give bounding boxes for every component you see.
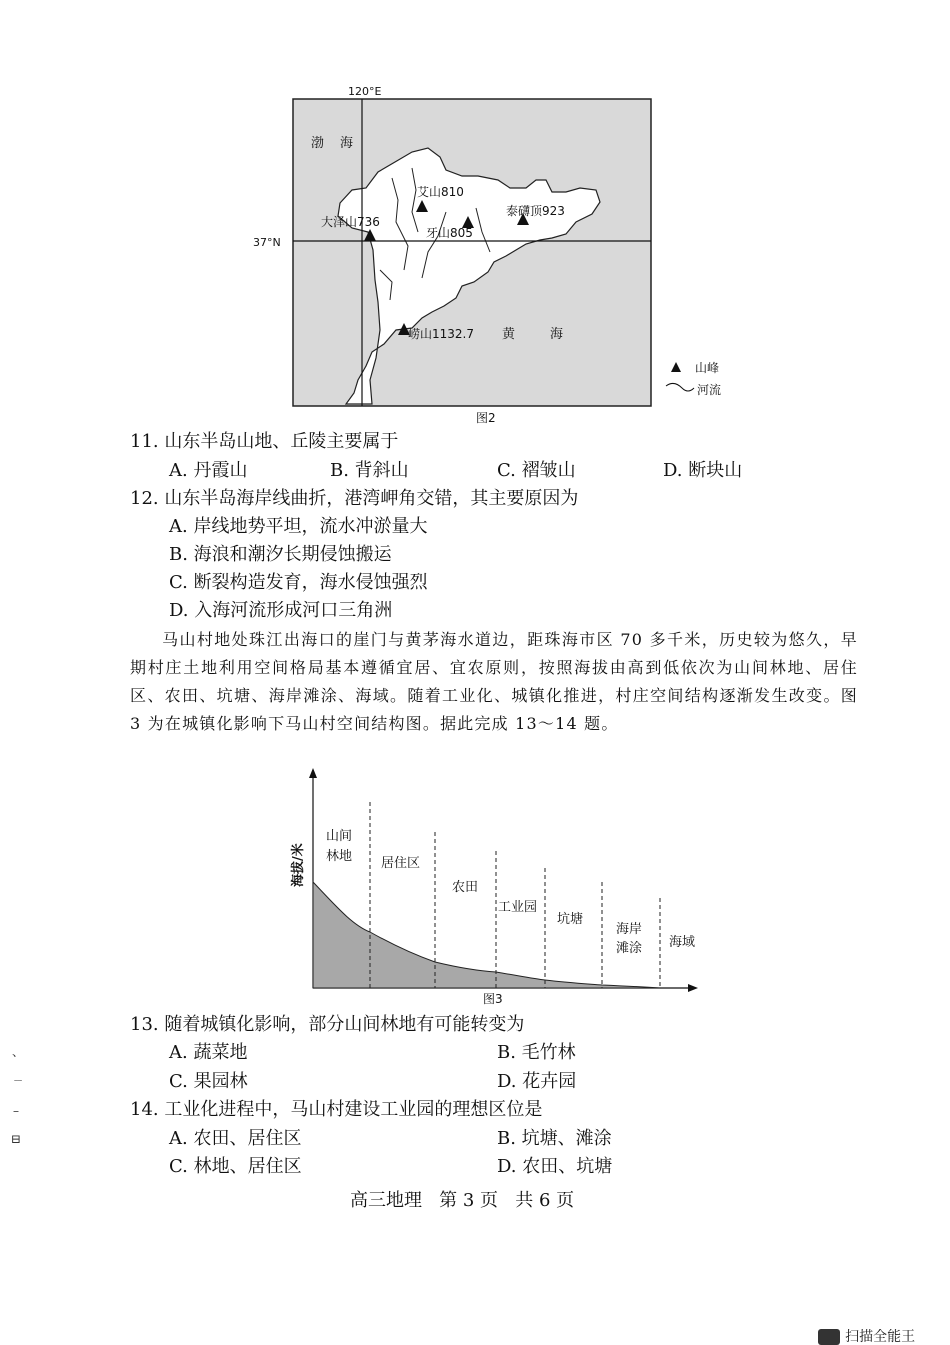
- margin-mark-dot: –: [13, 1104, 19, 1118]
- question-12-option-d[interactable]: D. 入海河流形成河口三角洲: [169, 600, 393, 621]
- question-12-stem: 12. 山东半岛海岸线曲折，港湾岬角交错，其主要原因为: [130, 488, 579, 509]
- question-13-option-c[interactable]: C. 果园林: [169, 1071, 248, 1092]
- legend-river-label: 河流: [697, 383, 722, 397]
- question-14-stem: 14. 工业化进程中，马山村建设工业园的理想区位是: [130, 1099, 543, 1120]
- x-axis-arrow: [688, 984, 698, 992]
- sea-huanghai-char2: 海: [550, 327, 564, 342]
- peak-label-taiboding: 泰礴顶923: [506, 204, 565, 218]
- question-11-option-a[interactable]: A. 丹霞山: [169, 460, 248, 481]
- peak-label-aishan: 艾山810: [417, 185, 464, 199]
- sea-huanghai-char1: 黄: [502, 327, 516, 342]
- figure-2-caption: 图2: [476, 411, 496, 425]
- scanner-logo-icon: [818, 1329, 840, 1345]
- question-11-option-d[interactable]: D. 断块山: [663, 460, 743, 481]
- question-12-option-b[interactable]: B. 海浪和潮汐长期侵蚀搬运: [169, 544, 392, 565]
- question-12-option-c[interactable]: C. 断裂构造发育，海水侵蚀强烈: [169, 572, 428, 593]
- terrain-profile: [313, 882, 660, 988]
- zone-label-farmland: 农田: [452, 880, 479, 895]
- peak-label-dazeshan: 大泽山736: [321, 215, 380, 229]
- margin-mark-dot: 、: [12, 1045, 25, 1059]
- question-11-stem: 11. 山东半岛山地、丘陵主要属于: [130, 431, 399, 452]
- scanner-watermark: [818, 1329, 950, 1345]
- zone-label-sea: 海域: [669, 935, 696, 950]
- zone-label-forest-line1: 山间: [326, 829, 353, 844]
- sea-bohai-char2: 海: [340, 136, 354, 151]
- zone-label-industrial-park: 工业园: [498, 900, 538, 915]
- question-12-option-a[interactable]: A. 岸线地势平坦，流水冲淤量大: [169, 516, 428, 537]
- zone-label-residential: 居住区: [381, 856, 421, 871]
- question-13-option-d[interactable]: D. 花卉园: [497, 1071, 577, 1092]
- page-footer: 高三地理 第 3 页 共 6 页: [350, 1190, 575, 1211]
- question-13-option-a[interactable]: A. 蔬菜地: [169, 1042, 248, 1063]
- zone-label-ponds: 坑塘: [557, 912, 584, 927]
- margin-mark-dot: ⊟: [11, 1132, 22, 1146]
- zone-label-beach-line1: 海岸: [616, 922, 643, 937]
- question-14-option-b[interactable]: B. 坑塘、滩涂: [497, 1128, 612, 1149]
- scanner-watermark-text: 扫描全能王: [845, 1329, 916, 1345]
- question-13-stem: 13. 随着城镇化影响，部分山间林地有可能转变为: [130, 1014, 525, 1035]
- margin-mark-dot: ㄧ: [12, 1074, 25, 1088]
- y-axis-label: 海拔/米: [291, 843, 306, 887]
- longitude-label: 120°E: [348, 85, 382, 98]
- y-axis-arrow: [309, 768, 317, 778]
- legend-peak-label: 山峰: [695, 361, 720, 375]
- peak-label-laoshan: 崂山1132.7: [408, 327, 474, 341]
- question-11-option-c[interactable]: C. 褶皱山: [497, 460, 576, 481]
- question-14-option-c[interactable]: C. 林地、居住区: [169, 1156, 302, 1177]
- question-11-option-b[interactable]: B. 背斜山: [330, 460, 409, 481]
- figure-3-caption: 图3: [483, 992, 503, 1006]
- zone-label-forest-line2: 林地: [326, 849, 353, 864]
- question-14-option-a[interactable]: A. 农田、居住区: [169, 1128, 302, 1149]
- latitude-label: 37°N: [253, 236, 281, 249]
- peak-label-yashan: 牙山805: [426, 226, 473, 240]
- zone-label-beach-line2: 滩涂: [616, 941, 643, 956]
- passage-text: 马山村地处珠江出海口的崖门与黄茅海水道边，距珠海市区 70 多千米，历史较为悠久，早期村庄土地利用空间格局基本遵循宜居、宜农原则，按照海拔由高到低依次为山间林地、居住区、农田、坑塘、海岸滩涂、海域。随着工业化、城镇化推进，村庄空间结构逐渐发生改变。图 3 为在城镇化影响下马山村空间结构图。据此完成 13～14 题。: [130, 630, 858, 733]
- question-13-option-b[interactable]: B. 毛竹林: [497, 1042, 576, 1063]
- sea-bohai-char1: 渤: [311, 136, 325, 151]
- question-14-option-d[interactable]: D. 农田、坑塘: [497, 1156, 613, 1177]
